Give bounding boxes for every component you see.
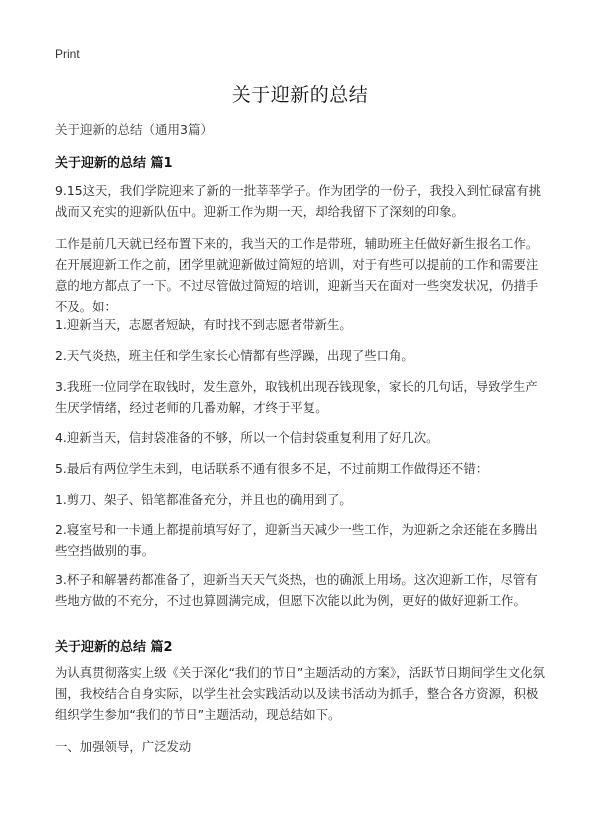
list-item: 5.最后有两位学生未到，电话联系不通有很多不足，不过前期工作做得还不错： bbox=[55, 461, 489, 476]
document-subtitle: 关于迎新的总结（通用3篇） bbox=[55, 122, 213, 137]
paragraph: 工作是前几天就已经布置下来的，我当天的工作是带班，辅助班主任做好新生报名工作。在开展迎新工作之前，团学里就迎新做过简短的培训，对于有些可以提前的工作和需要注意的地方都点了一下。不过尽管做过简短的培训，迎新当天在面对一些突发状况，仍措手不及。如： bbox=[55, 236, 539, 314]
print-label[interactable]: Print bbox=[55, 47, 80, 61]
list-item: 1.剪刀、架子、铅笔都准备充分，并且也的确用到了。 bbox=[55, 492, 352, 507]
section-heading-2: 关于迎新的总结 篇2 bbox=[55, 640, 173, 655]
list-item: 4.迎新当天，信封袋准备的不够，所以一个信封袋重复利用了好几次。 bbox=[55, 430, 439, 445]
list-item: 2.寝室号和一卡通上都提前填写好了，迎新当天减少一些工作，为迎新之余还能在多腾出些空挡做别的事。 bbox=[55, 522, 538, 558]
paragraph: 为认真贯彻落实上级《关于深化“我们的节日”主题活动的方案》，活跃节日期间学生文化氛围，我校结合自身实际，以学生社会实践活动以及读书活动为抓手，整合各方资源，积极组织学生参加“我们的节日”主题活动，现总结如下。 bbox=[55, 665, 545, 722]
list-item: 3.我班一位同学在取钱时，发生意外，取钱机出现吞钱现象，家长的几句话，导致学生产生厌学情绪，经过老师的几番劝解，才终于平复。 bbox=[55, 379, 538, 415]
list-item: 3.杯子和解暑药都准备了，迎新当天天气炎热，也的确派上用场。这次迎新工作，尽管有些地方做的不充分，不过也算圆满完成，但愿下次能以此为例，更好的做好迎新工作。 bbox=[55, 572, 538, 608]
paragraph: 9.15这天，我们学院迎来了新的一批莘莘学子。作为团学的一份子，我投入到忙碌富有挑战而又充实的迎新队伍中。迎新工作为期一天，却给我留下了深刻的印象。 bbox=[55, 183, 542, 219]
paragraph: 一、加强领导，广泛发动 bbox=[55, 739, 192, 754]
list-item: 1.迎新当天，志愿者短缺，有时找不到志愿者带新生。 bbox=[55, 317, 352, 332]
section-heading-1: 关于迎新的总结 篇1 bbox=[55, 156, 173, 171]
page-title: 关于迎新的总结 bbox=[231, 84, 369, 106]
list-item: 2.天气炎热，班主任和学生家长心情都有些浮躁，出现了些口角。 bbox=[55, 348, 414, 363]
